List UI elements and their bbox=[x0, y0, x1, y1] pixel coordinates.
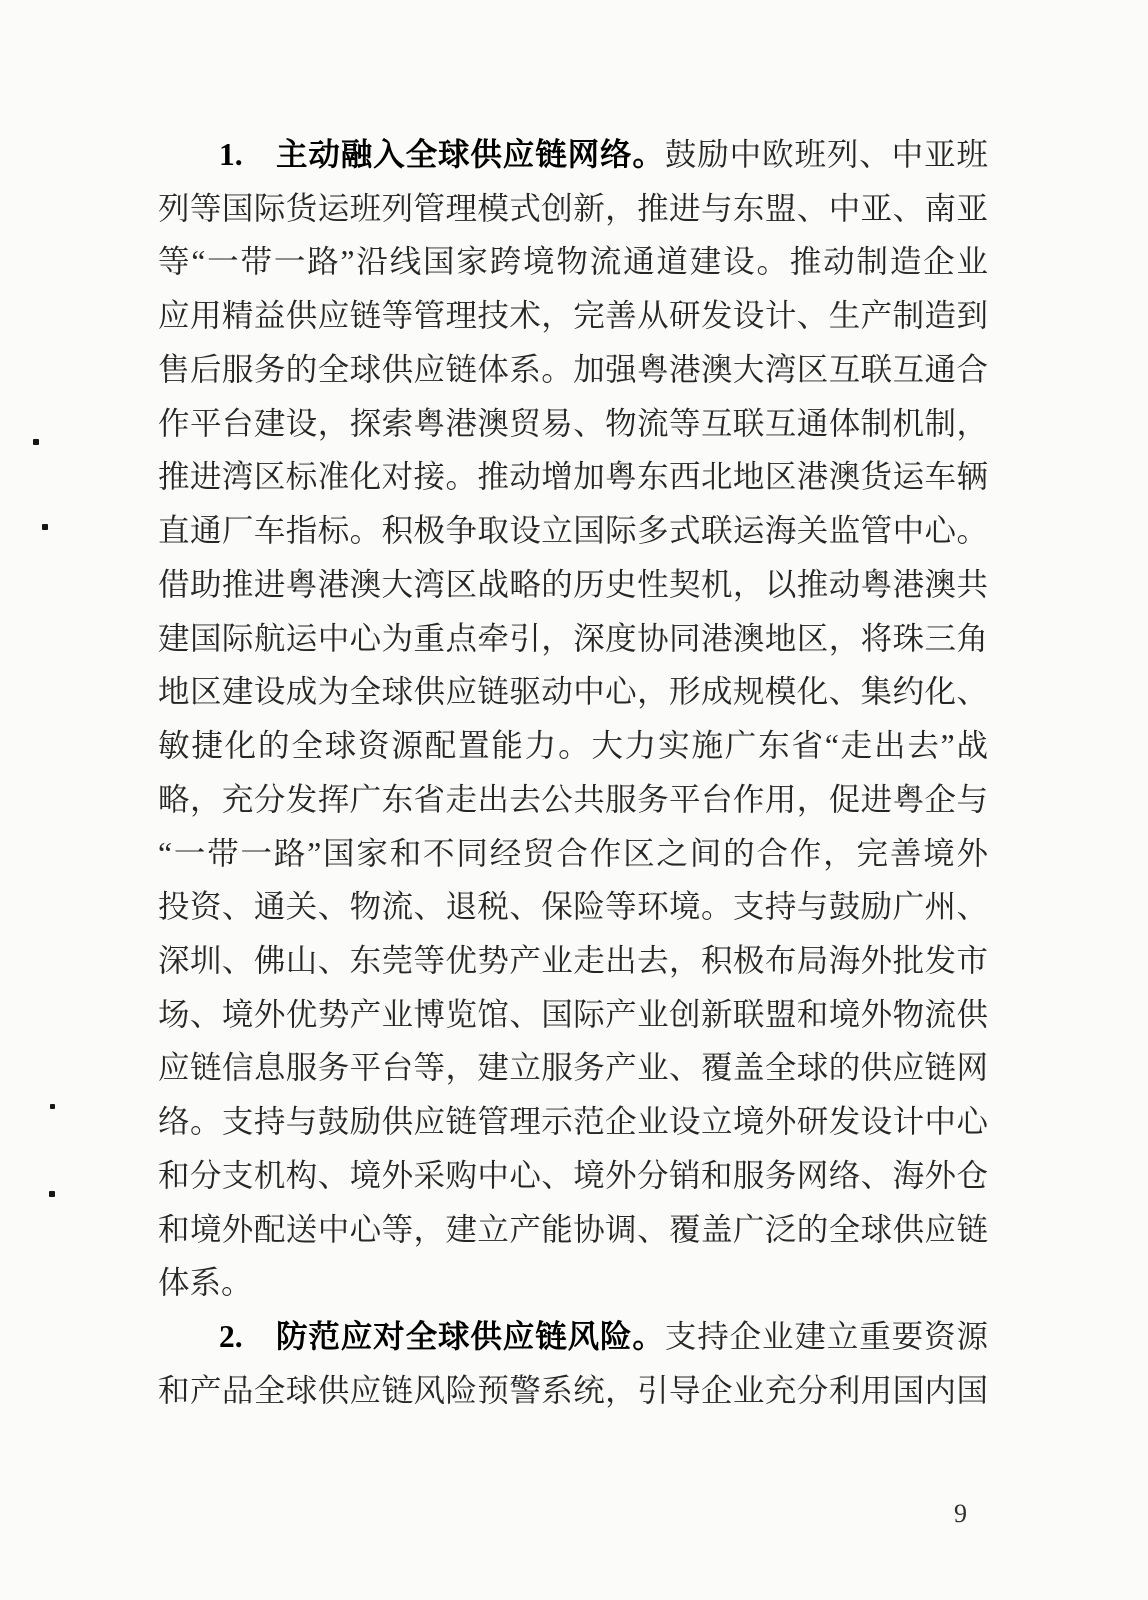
text-line bbox=[158, 397, 988, 451]
paragraph-body-text: 深圳、佛山、东莞等优势产业走出去，积极布局海外批发市 bbox=[158, 943, 988, 979]
text-line bbox=[158, 450, 988, 504]
text-line bbox=[158, 1310, 988, 1364]
paragraph-body-text: 等“一带一路”沿线国家跨境物流通道建设。推动制造企业 bbox=[158, 244, 988, 280]
text-line bbox=[158, 235, 988, 289]
text-line bbox=[158, 612, 988, 666]
text-line bbox=[158, 1041, 988, 1095]
paragraph-body-text: “一带一路”国家和不同经贸合作区之间的合作，完善境外 bbox=[158, 835, 988, 871]
paragraph-body-text: 略，充分发挥广东省走出去公共服务平台作用，促进粤企与 bbox=[158, 781, 988, 817]
paragraph-body-text: 地区建设成为全球供应链驱动中心，形成规模化、集约化、 bbox=[158, 674, 988, 710]
text-line bbox=[158, 665, 988, 719]
text-line bbox=[158, 1364, 988, 1418]
text-block bbox=[158, 128, 988, 1418]
margin-dot-mark bbox=[42, 524, 48, 530]
paragraph-body-text: 建国际航运中心为重点牵引，深度协同港澳地区，将珠三角 bbox=[158, 620, 988, 656]
paragraph-body-text: 体系。 bbox=[158, 1265, 253, 1301]
text-line bbox=[158, 558, 988, 612]
text-line bbox=[158, 1256, 988, 1310]
margin-dot-mark bbox=[50, 1104, 55, 1109]
text-line bbox=[158, 773, 988, 827]
paragraph-body-text: 支持企业建立重要资源 bbox=[664, 1319, 988, 1355]
paragraph-body-text: 列等国际货运班列管理模式创新，推进与东盟、中亚、南亚 bbox=[158, 190, 988, 226]
text-line bbox=[158, 289, 988, 343]
text-line bbox=[158, 504, 988, 558]
paragraph-body-text: 应链信息服务平台等，建立服务产业、覆盖全球的供应链网 bbox=[158, 1050, 988, 1086]
paragraph-body-text: 直通厂车指标。积极争取设立国际多式联运海关监管中心。 bbox=[158, 513, 988, 549]
margin-dot-mark bbox=[49, 1191, 55, 1197]
paragraph-indent bbox=[158, 1346, 219, 1347]
paragraph-body-text: 作平台建设，探索粤港澳贸易、物流等互联互通体制机制， bbox=[158, 405, 988, 441]
paragraph-body-text: 敏捷化的全球资源配置能力。大力实施广东省“走出去”战 bbox=[158, 728, 988, 764]
paragraph-body-text: 投资、通关、物流、退税、保险等环境。支持与鼓励广州、 bbox=[158, 889, 988, 925]
paragraph-body-text: 和产品全球供应链风险预警系统，引导企业充分利用国内国 bbox=[158, 1372, 988, 1408]
paragraph-body-text: 场、境外优势产业博览馆、国际产业创新联盟和境外物流供 bbox=[158, 996, 988, 1032]
text-line bbox=[158, 827, 988, 881]
paragraph-heading: 1. 主动融入全球供应链网络。 bbox=[219, 137, 665, 172]
paragraph-body-text: 借助推进粤港澳大湾区战略的历史性契机，以推动粤港澳共 bbox=[158, 566, 988, 602]
paragraph-indent bbox=[158, 164, 219, 165]
text-line bbox=[158, 128, 988, 182]
paragraph-body-text: 鼓励中欧班列、中亚班 bbox=[664, 137, 988, 172]
paragraph-body-text: 售后服务的全球供应链体系。加强粤港澳大湾区互联互通合 bbox=[158, 351, 988, 387]
margin-dot-mark bbox=[33, 439, 39, 445]
text-line bbox=[158, 343, 988, 397]
paragraph-body-text: 和分支机构、境外采购中心、境外分销和服务网络、海外仓 bbox=[158, 1157, 988, 1193]
text-line bbox=[158, 1095, 988, 1149]
paragraph-body-text: 和境外配送中心等，建立产能协调、覆盖广泛的全球供应链 bbox=[158, 1211, 988, 1247]
text-line bbox=[158, 719, 988, 773]
paragraph-body-text: 络。支持与鼓励供应链管理示范企业设立境外研发设计中心 bbox=[158, 1104, 988, 1140]
paragraph-heading: 2. 防范应对全球供应链风险。 bbox=[219, 1319, 665, 1355]
text-line bbox=[158, 182, 988, 236]
paragraph-body-text: 推进湾区标准化对接。推动增加粤东西北地区港澳货运车辆 bbox=[158, 459, 988, 495]
text-line bbox=[158, 1203, 988, 1257]
text-line bbox=[158, 988, 988, 1042]
text-line bbox=[158, 934, 988, 988]
text-line bbox=[158, 1149, 988, 1203]
page-number: 9 bbox=[954, 1499, 967, 1528]
text-line bbox=[158, 880, 988, 934]
paragraph-body-text: 应用精益供应链等管理技术，完善从研发设计、生产制造到 bbox=[158, 298, 988, 334]
